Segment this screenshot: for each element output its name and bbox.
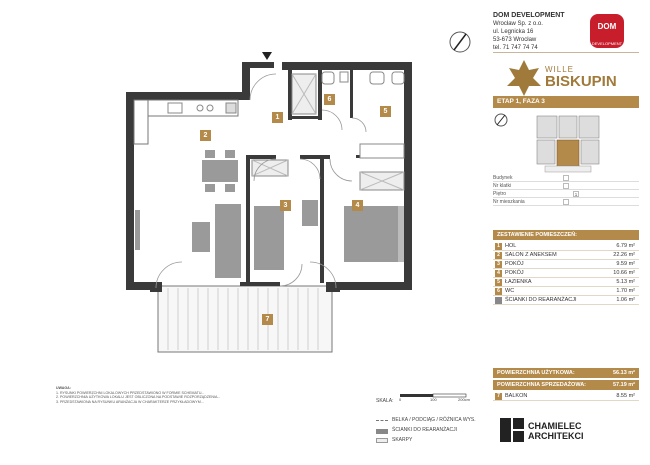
tv-unit: [135, 210, 140, 250]
room-name: POKÓJ: [505, 261, 524, 267]
architect-line1: CHAMIELEC: [528, 421, 582, 431]
company-name: DOM DEVELOPMENT: [493, 12, 565, 19]
info-row-stairwell: [493, 182, 639, 190]
info-label: Nr mieszkania: [493, 199, 525, 205]
scale-label: SKALA:: [376, 398, 394, 404]
dining-table: [202, 160, 238, 182]
room-label-6: 6: [324, 94, 335, 105]
company-legal: Wrocław Sp. z o.o.: [493, 21, 543, 27]
room-number: [495, 297, 502, 304]
room-label-3: 3: [280, 200, 291, 211]
room-label-5: 5: [380, 106, 391, 117]
info-label: Nr klatki: [493, 183, 512, 189]
legend-beam-swatch: [376, 420, 388, 424]
architect-line2: ARCHITEKCI: [528, 431, 584, 441]
bed-room3: [254, 206, 284, 270]
room-row: [493, 278, 639, 287]
info-value: [563, 175, 569, 181]
room-area: 5.13 m²: [616, 279, 635, 285]
legend-walls: ŚCIANKI DO REARANŻACJI: [392, 427, 458, 433]
stage-banner: ETAP 1, FAZA 3: [493, 96, 639, 108]
key-plan-highlight: [557, 140, 579, 166]
sofa: [215, 204, 241, 278]
info-row-apartment: [493, 198, 639, 206]
room-row: [493, 242, 639, 251]
dom-logo-sub: DEVELOPMENT: [591, 41, 623, 46]
info-row-building: [493, 174, 639, 182]
room-number: 2: [495, 252, 502, 259]
balcony-area: [158, 286, 332, 352]
room-number: 4: [495, 270, 502, 277]
leaf-icon: [505, 58, 543, 98]
legend-slopes-swatch: [376, 438, 388, 443]
room-name: ŁAZIENKA: [505, 279, 532, 285]
sales-area-value: 57.19 m²: [612, 382, 635, 388]
info-label: Piętro: [493, 191, 507, 197]
room-label-7: 7: [262, 314, 273, 325]
bed-room4: [344, 206, 398, 262]
info-label: Budynek: [493, 175, 513, 181]
room-row: [493, 296, 639, 305]
room-area: 22.26 m²: [613, 252, 635, 258]
notes-title: UWAGA:: [56, 386, 71, 390]
project-logo-name: BISKUPIN: [545, 73, 617, 90]
room-row: [493, 251, 639, 260]
dom-logo: [590, 14, 624, 48]
company-phone: tel. 71 747 74 74: [493, 45, 538, 51]
room-area: 8.55 m²: [616, 393, 635, 399]
bath-toilet: [392, 72, 404, 84]
room-label-1: 1: [272, 112, 283, 123]
note-3: 3. PRZEDSTAWIONA NA RYSUNKU ARANŻACJA W CHARAKTERZE PRZYKŁADOWYM...: [56, 399, 204, 404]
architect-mark-icon: [500, 418, 524, 442]
scale-100: 100: [430, 397, 437, 402]
room-name: BALKON: [505, 393, 528, 399]
scale-200: 200cm: [458, 397, 471, 402]
room-number: 1: [495, 243, 502, 250]
usable-area-label: POWIERZCHNIA UŻYTKOWA:: [497, 370, 575, 376]
scale-0: 0: [399, 397, 402, 402]
room-name: POKÓJ: [505, 270, 524, 276]
info-panel: [493, 12, 639, 399]
rooms-header: ZESTAWIENIE POMIESZCZEŃ:: [493, 230, 639, 240]
note-2: 2. POWIERZCHNIA UŻYTKOWA LOKALU JEST OBLICZONA NA PODSTAWIE ROZPORZĄDZENIA...: [56, 395, 221, 400]
balcony-row: [493, 392, 639, 401]
legend-beam: BELKA / PODCIĄG / RÓŻNICA WYS.: [392, 417, 476, 423]
room-name: ŚCIANKI DO REARANŻACJI: [505, 297, 577, 303]
coffee-table: [192, 222, 210, 252]
room-label-4: 4: [352, 200, 363, 211]
room-area: 10.66 m²: [613, 270, 635, 276]
kitchen-counter: [134, 100, 238, 116]
entrance-marker: [262, 52, 272, 60]
usable-area-row: [493, 368, 639, 378]
room-row: [493, 260, 639, 269]
info-value: 1: [574, 192, 578, 197]
room-row: [493, 269, 639, 278]
location-table: [493, 174, 639, 206]
room-number: 6: [495, 288, 502, 295]
room-number: 3: [495, 261, 502, 268]
bathtub: [360, 144, 404, 158]
architect-logo: [500, 418, 640, 444]
info-value: [563, 183, 569, 189]
sales-area-label: POWIERZCHNIA SPRZEDAŻOWA:: [497, 382, 587, 388]
wc-toilet: [322, 72, 334, 84]
project-logo-top: WILLE: [545, 65, 575, 74]
room-area: 9.59 m²: [616, 261, 635, 267]
room-name: WC: [505, 288, 515, 294]
bath-sink: [370, 72, 384, 84]
room-area: 6.79 m²: [616, 243, 635, 249]
company-street: ul. Legnicka 16: [493, 29, 534, 35]
room-label-2: 2: [200, 130, 211, 141]
kitchen-counter-side: [134, 100, 148, 144]
desk-room3: [302, 200, 318, 226]
room-name: SALON Z ANEKSEM: [505, 252, 557, 258]
usable-area-value: 56.13 m²: [612, 370, 635, 376]
dom-logo-text: DOM: [597, 22, 617, 31]
info-value: [563, 199, 569, 205]
notes-block: [56, 386, 361, 404]
room-row: [493, 287, 639, 296]
note-1: 1. RYSUNKI POWIERZCHNI LOKALOWYCH PRZEDSTAWIONO W FORMIE SCHEMATU...: [56, 390, 205, 395]
sales-area-row: [493, 380, 639, 390]
room-area: 1.70 m²: [616, 288, 635, 294]
legend-slopes: SKARPY: [392, 437, 413, 443]
room-area: 1.06 m²: [616, 297, 635, 303]
key-plan: [493, 110, 639, 178]
room-number: 7: [495, 393, 502, 400]
legend-walls-swatch: [376, 429, 388, 434]
room-name: HOL: [505, 243, 517, 249]
company-city: 53-673 Wrocław: [493, 37, 537, 43]
info-row-floor: [493, 190, 639, 198]
room-number: 5: [495, 279, 502, 286]
